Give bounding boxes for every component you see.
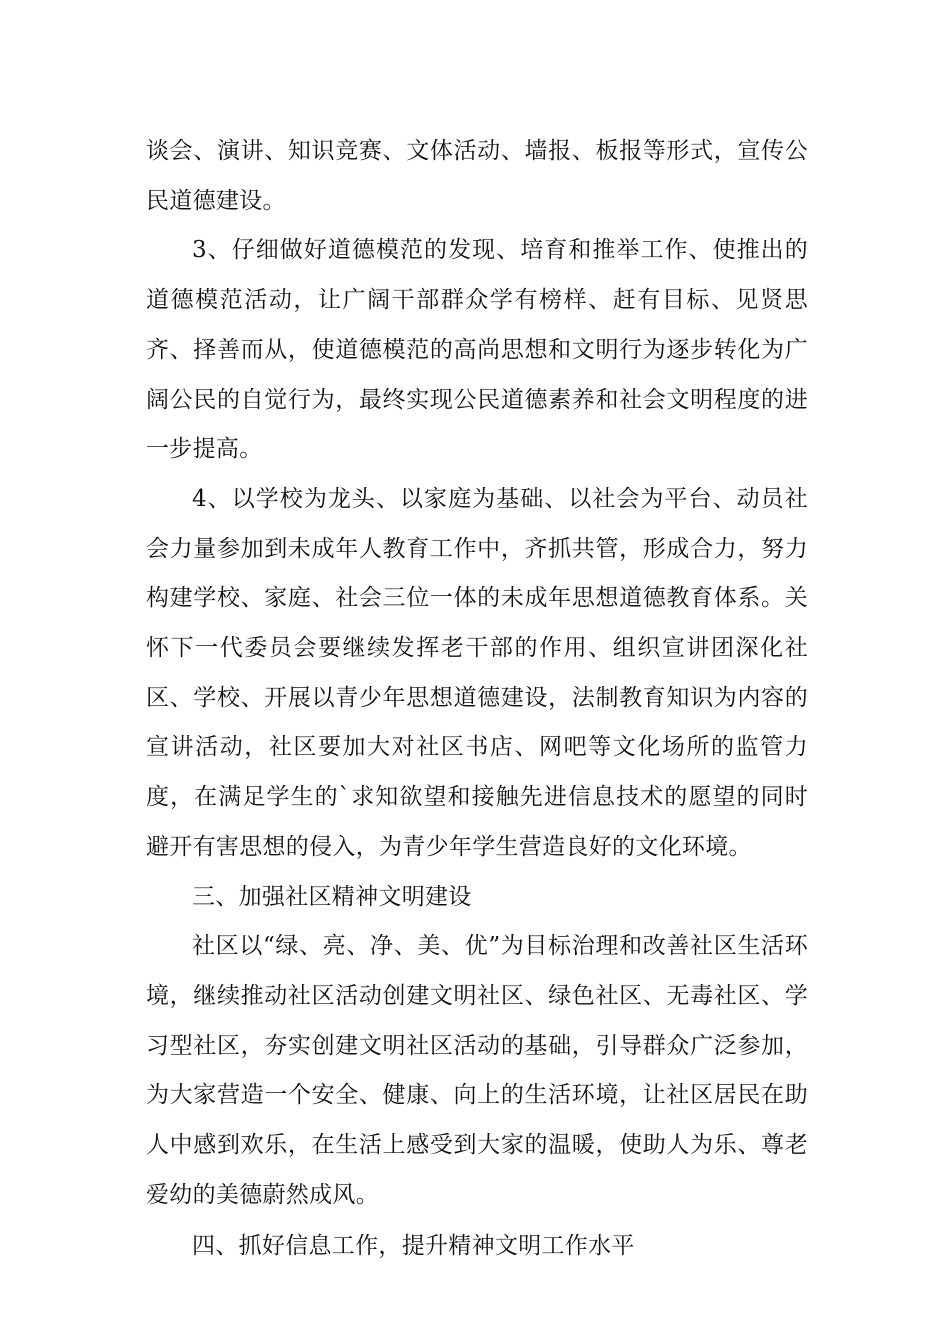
- document-body: [146, 127, 808, 1272]
- paragraph-continued-propaganda: 谈会、演讲、知识竞赛、文体活动、墙报、板报等形式，宣传公民道德建设。: [146, 138, 808, 214]
- paragraph-community-environment: 社区以“绿、亮、净、美、优”为目标治理和改善社区生活环境，继续推动社区活动创建文明社区、绿色社区、无毒社区、学习型社区，夯实创建文明社区活动的基础，引导群众广泛参加，为大家营造一个安全、健康、向上的生活环境，让社区居民在助人中感到欢乐，在生活上感受到大家的温暖，使助人为乐、尊老爱幼的美德蔚然成风。: [146, 933, 808, 1208]
- section-heading-community-civilization: 三、加强社区精神文明建设: [192, 883, 472, 910]
- paragraph-minors-education: 4、以学校为龙头、以家庭为基础、以社会为平台、动员社会力量参加到未成年人教育工作中，齐抓共管，形成合力，努力构建学校、家庭、社会三位一体的未成年思想道德教育体系。关怀下一代委员会要继续发挥老干部的作用、组织宣讲团深化社区、学校、开展以青少年思想道德建设，法制教育知识为内容的宣讲活动，社区要加大对社区书店、网吧等文化场所的监管力度，在满足学生的`求知欲望和接触先进信息技术的愿望的同时避开有害思想的侵入，为青少年学生营造良好的文化环境。: [146, 485, 808, 860]
- paragraph-moral-models: 3、仔细做好道德模范的发现、培育和推举工作、使推出的道德模范活动，让广阔干部群众学有榜样、赶有目标、见贤思齐、择善而从，使道德模范的高尚思想和文明行为逐步转化为广阔公民的自觉行为，最终实现公民道德素养和社会文明程度的进一步提高。: [146, 237, 808, 463]
- section-heading-information-work: 四、抓好信息工作，提升精神文明工作水平: [192, 1233, 635, 1260]
